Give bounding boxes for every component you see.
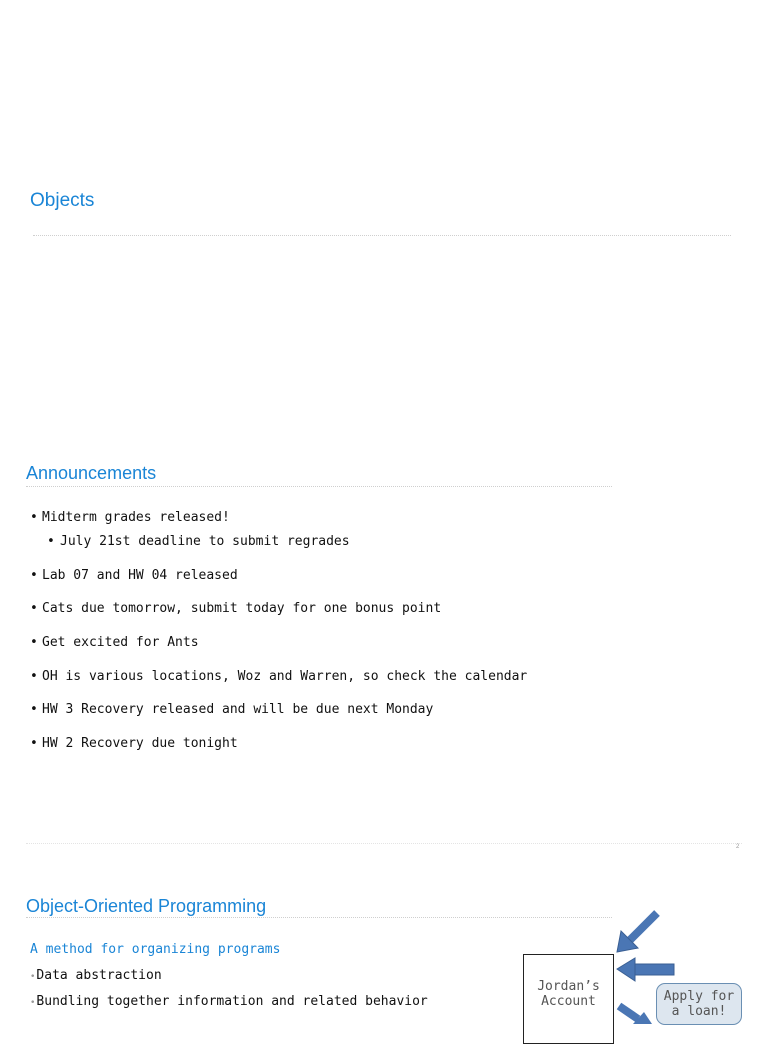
- list-item: • HW 3 Recovery released and will be due next Monday: [30, 702, 434, 717]
- slide-title-oop: Object-Oriented Programming: [26, 896, 267, 916]
- title-divider: [26, 486, 612, 487]
- speech-bubble: Apply for a loan!: [656, 983, 742, 1025]
- arrow-icon: [617, 958, 674, 981]
- bullet-icon: •: [30, 635, 38, 650]
- bullet-icon: •: [30, 736, 38, 751]
- account-label: Jordan’s Account: [537, 979, 600, 1009]
- bullet-icon: •: [30, 568, 38, 583]
- bullet-icon: •: [30, 998, 36, 1008]
- page-number: 2: [736, 844, 740, 850]
- list-item: • Midterm grades released!: [30, 510, 230, 525]
- sub-list-item: • July 21st deadline to submit regrades: [47, 534, 350, 549]
- title-divider: [26, 917, 612, 918]
- list-item: • HW 2 Recovery due tonight: [30, 736, 238, 751]
- account-object-box: [523, 954, 614, 1044]
- arrow-icon: [619, 1006, 652, 1024]
- slide-bottom-divider: [26, 843, 742, 844]
- slide-title-objects: Objects: [30, 190, 95, 211]
- list-item: • Cats due tomorrow, submit today for one bonus point: [30, 601, 442, 616]
- list-item: •Bundling together information and related behavior: [30, 994, 428, 1009]
- bullet-icon: •: [30, 601, 38, 616]
- bullet-icon: •: [30, 972, 36, 982]
- bullet-icon: •: [47, 534, 55, 549]
- slide-title-announcements: Announcements: [26, 463, 157, 483]
- bullet-icon: •: [30, 669, 38, 684]
- title-divider: [33, 235, 731, 236]
- list-item: •Data abstraction: [30, 968, 162, 983]
- arrow-icon: [617, 913, 657, 952]
- list-item: • Get excited for Ants: [30, 635, 199, 650]
- bullet-icon: •: [30, 702, 38, 717]
- list-item: • OH is various locations, Woz and Warren, so check the calendar: [30, 669, 528, 684]
- slide-subtitle: A method for organizing programs: [30, 942, 281, 957]
- bullet-icon: •: [30, 510, 38, 525]
- list-item: • Lab 07 and HW 04 released: [30, 568, 238, 583]
